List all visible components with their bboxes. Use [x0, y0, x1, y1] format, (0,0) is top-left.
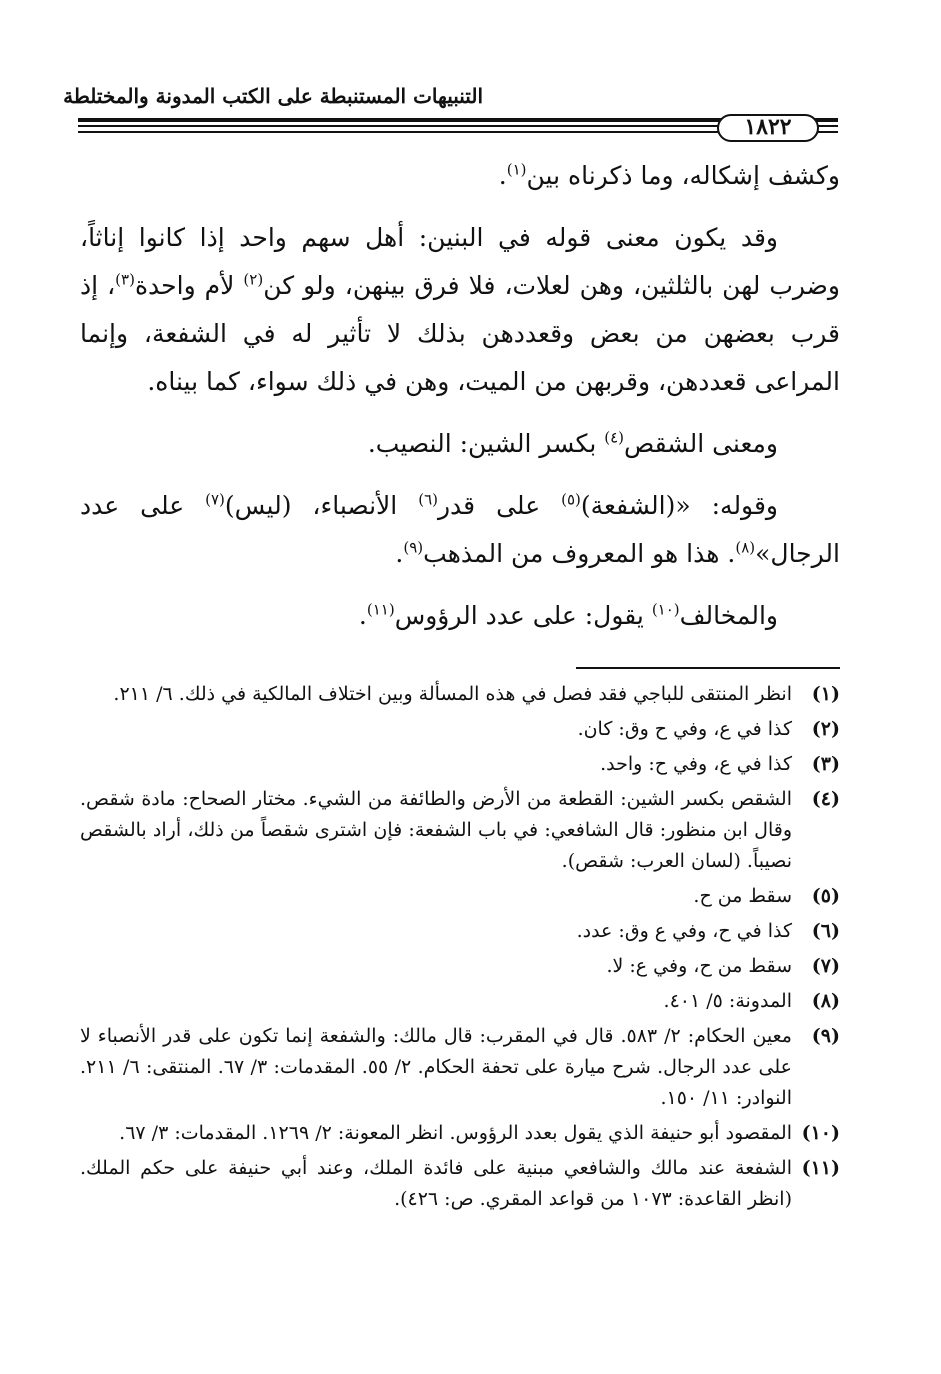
footnote-separator — [576, 667, 840, 669]
footnote-number: (١) — [811, 683, 840, 705]
running-header — [0, 84, 941, 114]
footnote-text: الشقص بكسر الشين: القطعة من الأرض والطائفة من الشيء. مختار الصحاح: مادة شقص. وقال ابن منظور: قال الشافعي: في باب الشفعة: فإن اشترى شقصاً من ذلك، أراد بالشقص نصيباً. (لسان العرب: شقص). — [80, 788, 792, 872]
page-number: ١٨٢٢ — [744, 114, 792, 140]
text-run: على قدر — [437, 491, 562, 520]
footnote — [80, 916, 840, 947]
footnote-text: سقط من ح، وفي ع: لا. — [606, 955, 792, 977]
main-text — [80, 152, 840, 640]
footnote-number: (٩) — [811, 1025, 840, 1047]
footnote-number: (٨) — [811, 990, 840, 1012]
text-run: والمخالف — [679, 601, 778, 630]
footnote-ref[interactable]: (١) — [506, 160, 527, 179]
paragraph — [80, 482, 840, 578]
footnote-ref[interactable]: (٢) — [243, 270, 264, 289]
footnote — [80, 714, 840, 745]
footnote-ref[interactable]: (١٠) — [651, 600, 680, 619]
footnote-text: معين الحكام: ٢/ ٥٨٣. قال في المقرب: قال مالك: والشفعة إنما تكون على قدر الأنصباء لا على عدد الرجال. شرح ميارة على تحفة الحكام. ٢/ ٥٥. المقدمات: ٣/ ٦٧. المنتقى: ٦/ ٢١١. النوادر: ١١/ ١٥٠. — [80, 1025, 792, 1109]
footnote-text: كذا في ع، وفي ح وق: كان. — [577, 718, 792, 740]
text-run: . — [395, 539, 404, 568]
footnote-number: (٦) — [811, 920, 840, 942]
footnote — [80, 1153, 840, 1215]
text-run: . — [358, 601, 367, 630]
text-run: وقوله: «(الشفعة) — [580, 491, 778, 520]
text-run: . — [498, 161, 507, 190]
text-run: الأنصباء، (ليس) — [224, 491, 419, 520]
footnote — [80, 679, 840, 710]
paragraph — [80, 214, 840, 406]
footnote — [80, 784, 840, 877]
footnote-ref[interactable]: (٤) — [604, 428, 624, 447]
footnote-text: الشفعة عند مالك والشافعي مبنية على فائدة الملك، وعند أبي حنيفة على حكم الملك. (انظر القاعدة: ١٠٧٣ من قواعد المقري. ص: ٤٢٦). — [80, 1157, 792, 1210]
footnote — [80, 986, 840, 1017]
footnote-ref[interactable]: (٦) — [418, 490, 438, 509]
footnote-text: كذا في ح، وفي ع وق: عدد. — [576, 920, 792, 942]
footnote-ref[interactable]: (٧) — [205, 490, 225, 509]
text-run: ومعنى الشقص — [624, 429, 778, 458]
footnote-number: (٧) — [811, 955, 840, 977]
text-run: وقد يكون معنى قوله في البنين: أهل سهم واحد إذا كانوا إناثاً، وضرب لهن بالثلثين، وهن لعلات، فلا فرق بينهن، ولو كن — [80, 223, 840, 300]
footnote-number: (٤) — [811, 788, 840, 810]
text-run: يقول: على عدد الرؤوس — [394, 601, 652, 630]
footnote — [80, 881, 840, 912]
footnote-ref[interactable]: (١١) — [366, 600, 395, 619]
footnote-text: المقصود أبو حنيفة الذي يقول بعدد الرؤوس. انظر المعونة: ٢/ ١٢٦٩. المقدمات: ٣/ ٦٧. — [119, 1122, 792, 1144]
footnote — [80, 1118, 840, 1149]
footnote-number: (١١) — [801, 1157, 840, 1179]
footnote-number: (٣) — [811, 753, 840, 775]
footnote — [80, 951, 840, 982]
footnote — [80, 749, 840, 780]
footnote — [80, 1021, 840, 1114]
footnote-ref[interactable]: (٣) — [115, 270, 135, 289]
running-title: التنبيهات المستنبطة على الكتب المدونة والمختلطة — [63, 84, 483, 108]
footnote-text: كذا في ع، وفي ح: واحد. — [600, 753, 792, 775]
footnote-number: (٥) — [811, 885, 840, 907]
paragraph — [80, 420, 840, 468]
footnote-ref[interactable]: (٥) — [561, 490, 581, 509]
footnote-number: (١٠) — [801, 1122, 840, 1144]
footnote-number: (٢) — [811, 718, 840, 740]
text-run: لأم واحدة — [134, 271, 244, 300]
footnotes — [80, 679, 840, 1219]
text-run: . هذا هو المعروف من المذهب — [423, 539, 736, 568]
text-run: وكشف إشكاله، وما ذكرناه بين — [526, 161, 840, 190]
paragraph — [80, 152, 840, 200]
footnote-ref[interactable]: (٨) — [735, 538, 756, 557]
text-run: على عدد الرجال» — [80, 491, 840, 568]
text-run: ، إذ قرب بعضهن من بعض وقعددهن بذلك لا تأثير له في الشفعة، وإنما المراعى قعددهن، وقربهن من الميت، وهن في ذلك سواء، كما بيناه. — [80, 271, 840, 396]
footnote-ref[interactable]: (٩) — [403, 538, 424, 557]
footnote-text: سقط من ح. — [693, 885, 792, 907]
footnote-text: انظر المنتقى للباجي فقد فصل في هذه المسألة وبين اختلاف المالكية في ذلك. ٦/ ٢١١. — [113, 683, 792, 705]
text-run: بكسر الشين: النصيب. — [367, 429, 605, 458]
paragraph — [80, 592, 840, 640]
footnote-text: المدونة: ٥/ ٤٠١. — [663, 990, 792, 1012]
